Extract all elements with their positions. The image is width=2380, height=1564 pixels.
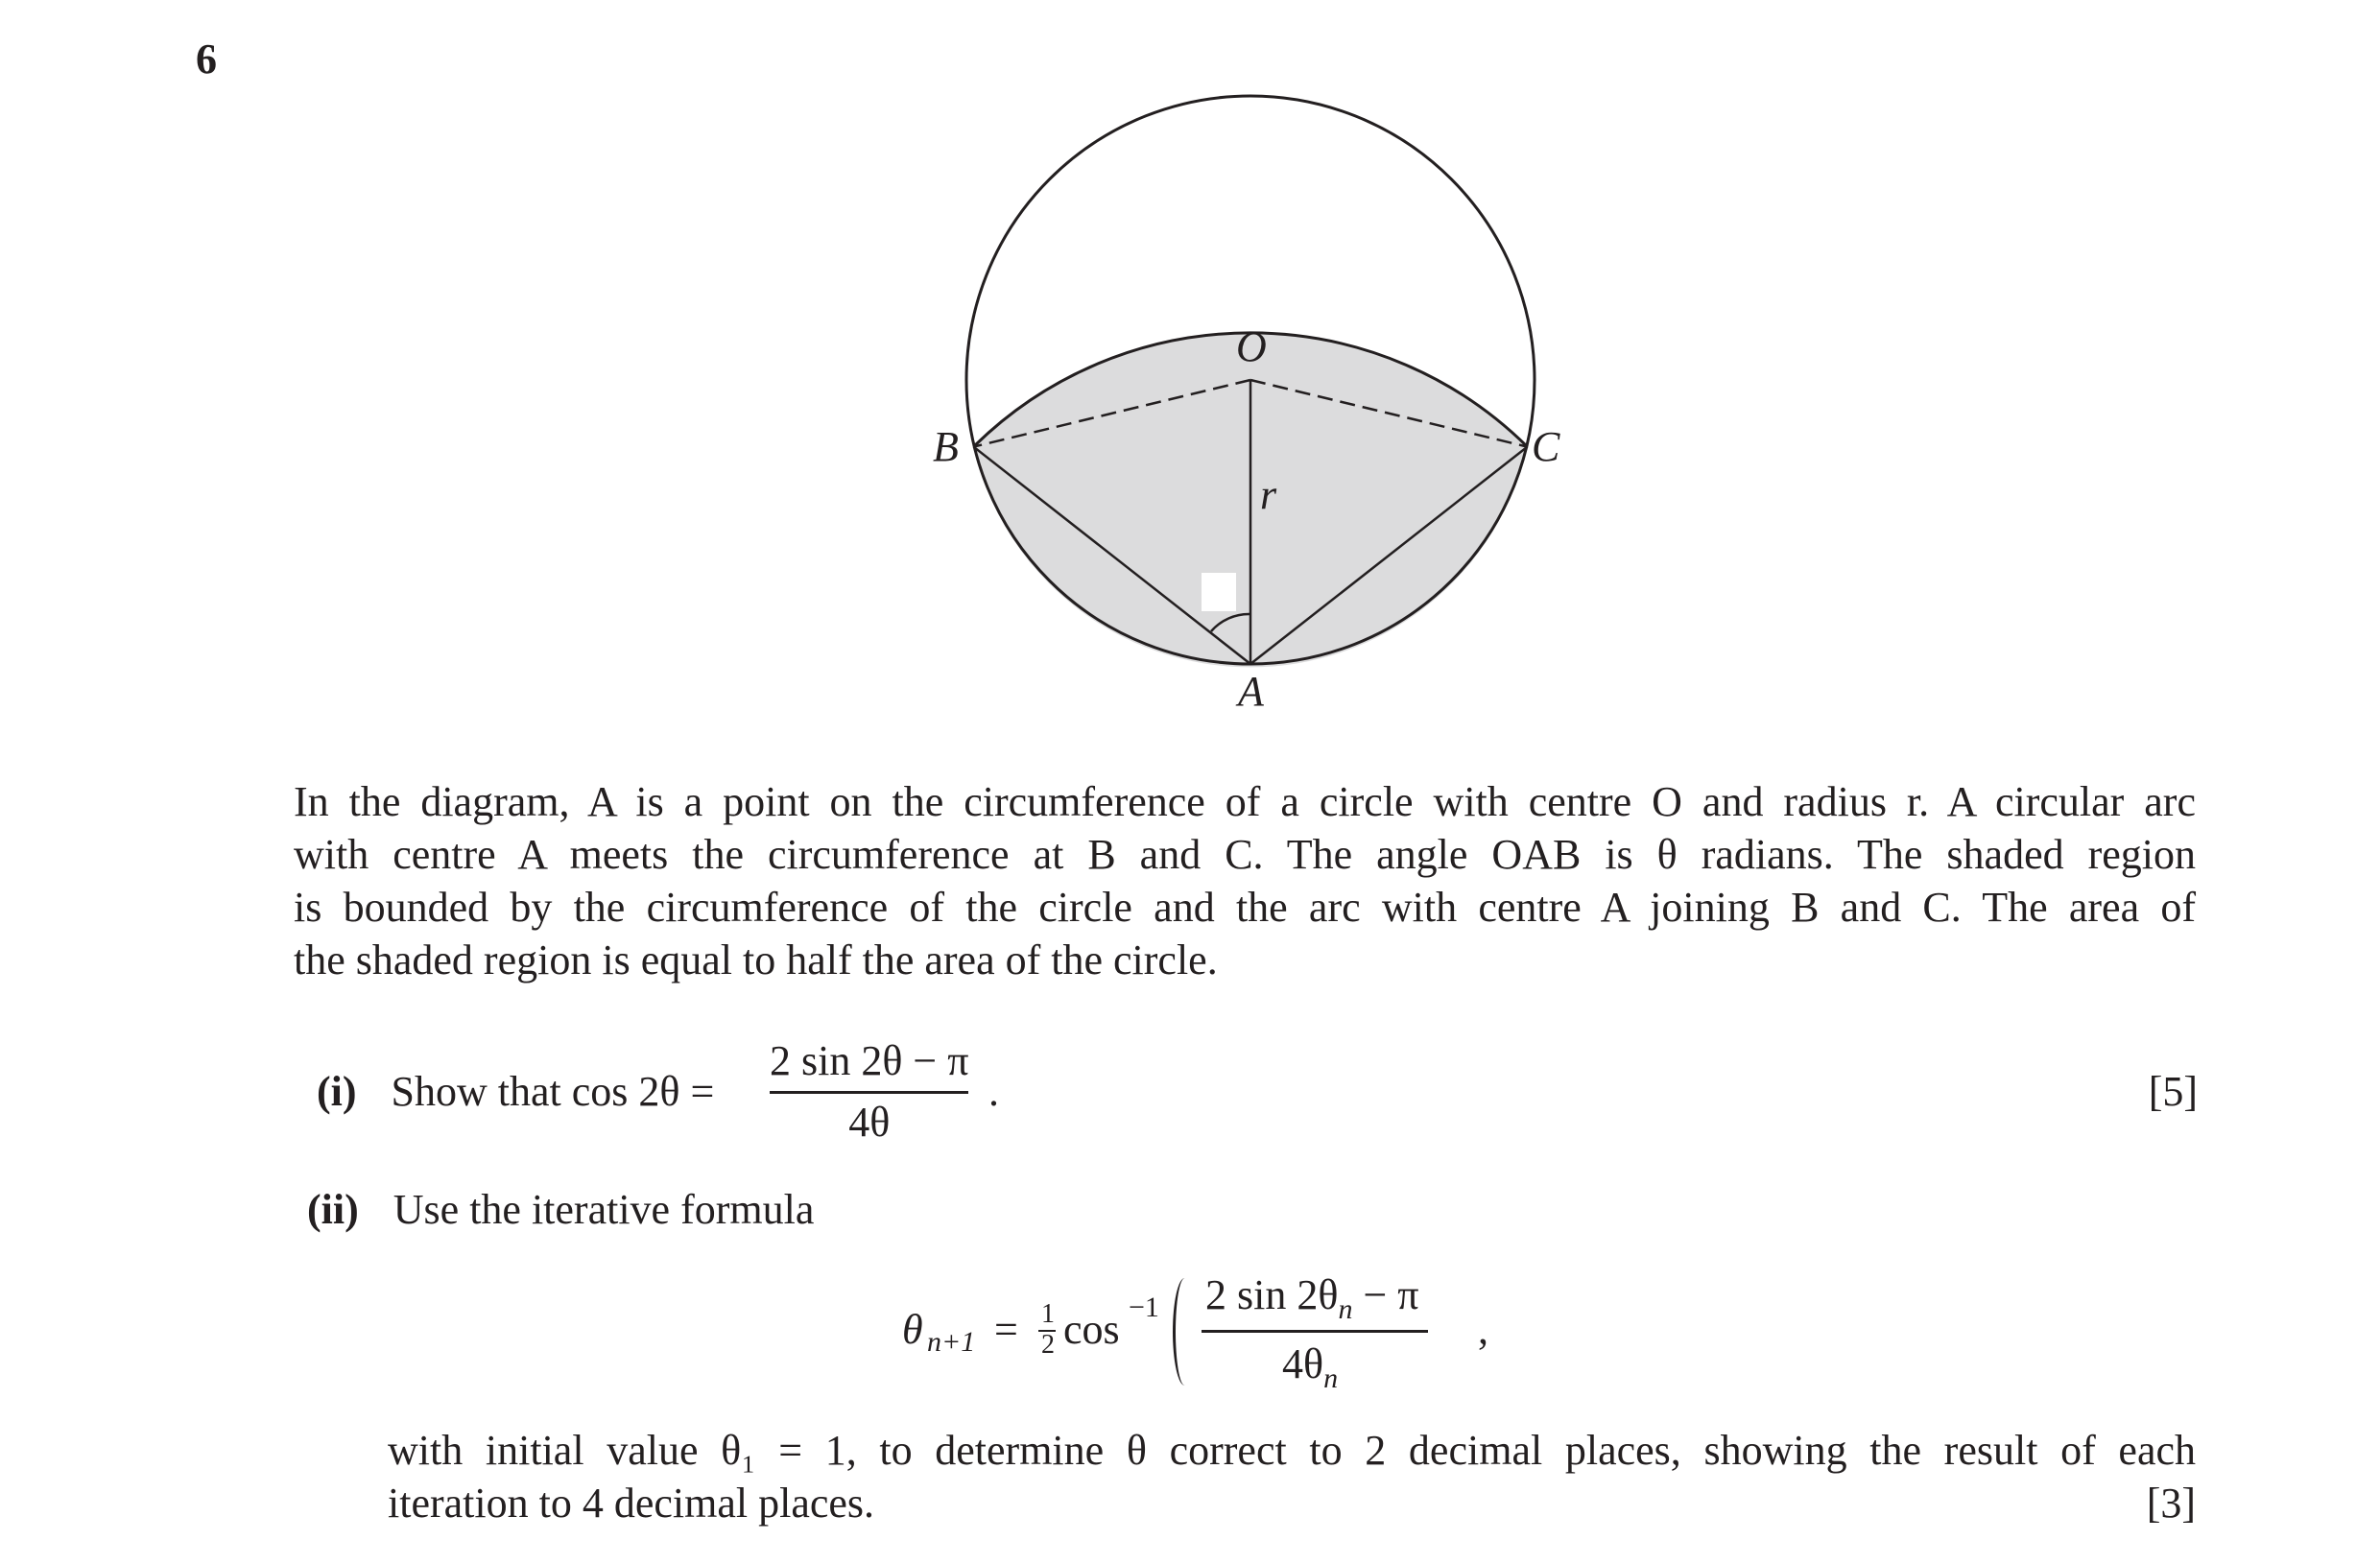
formula-cos: cos bbox=[1063, 1306, 1120, 1353]
left-paren bbox=[1173, 1278, 1197, 1386]
fraction-bar bbox=[770, 1091, 968, 1094]
intro-line-2: with centre A meets the circumference at B and C. The angle OAB is θ radians. The shaded region bbox=[294, 831, 2196, 878]
part-i-statement: Show that cos 2θ = bbox=[391, 1068, 715, 1115]
part-ii-line-1: with initial value θ₁ = 1, to determine θ correct to 2 decimal places, showing the result of each bbox=[388, 1427, 2196, 1474]
part-ii-line-2: iteration to 4 decimal places. bbox=[388, 1480, 875, 1527]
angle-label-mask bbox=[1202, 573, 1236, 611]
label-b: B bbox=[933, 423, 959, 470]
circle-diagram bbox=[902, 67, 1574, 739]
part-i-period: . bbox=[988, 1068, 999, 1115]
part-i bbox=[317, 1036, 2198, 1151]
part-ii-statement: Use the iterative formula bbox=[393, 1186, 815, 1233]
formula-numerator-tail: − π bbox=[1352, 1271, 1419, 1318]
part-i-fraction bbox=[770, 1036, 968, 1147]
formula-denominator bbox=[1282, 1339, 1338, 1395]
part-ii-label: (ii) bbox=[307, 1186, 359, 1233]
formula-equals: = bbox=[994, 1306, 1018, 1353]
formula-denominator-main: 4θ bbox=[1282, 1340, 1324, 1387]
formula-fraction-bar bbox=[1202, 1330, 1428, 1333]
formula-comma: , bbox=[1478, 1306, 1488, 1353]
question-intro bbox=[294, 775, 2196, 986]
label-a: A bbox=[1238, 668, 1264, 715]
diagram-svg bbox=[902, 67, 1574, 739]
part-ii bbox=[307, 1185, 814, 1234]
formula-denominator-sub: n bbox=[1323, 1362, 1339, 1394]
label-o: O bbox=[1236, 323, 1267, 370]
part-ii-marks: [3] bbox=[2146, 1480, 2196, 1527]
part-i-numerator: 2 sin 2θ − π bbox=[770, 1037, 969, 1084]
formula-lhs: θ bbox=[902, 1306, 923, 1353]
iterative-formula bbox=[902, 1267, 1631, 1401]
formula-numerator bbox=[1205, 1270, 1418, 1326]
formula-cos-sup: −1 bbox=[1129, 1291, 1159, 1323]
intro-line-3: is bounded by the circumference of the circle and the arc with centre A joining B and C. The area of bbox=[294, 884, 2196, 931]
formula-numerator-sub: n bbox=[1338, 1292, 1353, 1325]
label-c: C bbox=[1532, 423, 1560, 470]
label-r: r bbox=[1260, 471, 1277, 518]
intro-line-4: the shaded region is equal to half the area of the circle. bbox=[294, 936, 1218, 983]
formula-half-num: 1 bbox=[1041, 1299, 1055, 1329]
part-i-label: (i) bbox=[317, 1068, 357, 1115]
intro-line-1: In the diagram, A is a point on the circumference of a circle with centre O and radius r. A circular arc bbox=[294, 778, 2196, 825]
part-ii-continuation bbox=[388, 1424, 2196, 1529]
question-number: 6 bbox=[196, 36, 217, 83]
formula-half-den: 2 bbox=[1041, 1330, 1055, 1360]
formula-numerator-main: 2 sin 2θ bbox=[1205, 1271, 1339, 1318]
part-i-marks: [5] bbox=[2148, 1068, 2198, 1115]
part-i-text bbox=[317, 1067, 714, 1116]
formula-lhs-sub: n+1 bbox=[927, 1326, 976, 1358]
part-i-denominator: 4θ bbox=[848, 1099, 891, 1146]
